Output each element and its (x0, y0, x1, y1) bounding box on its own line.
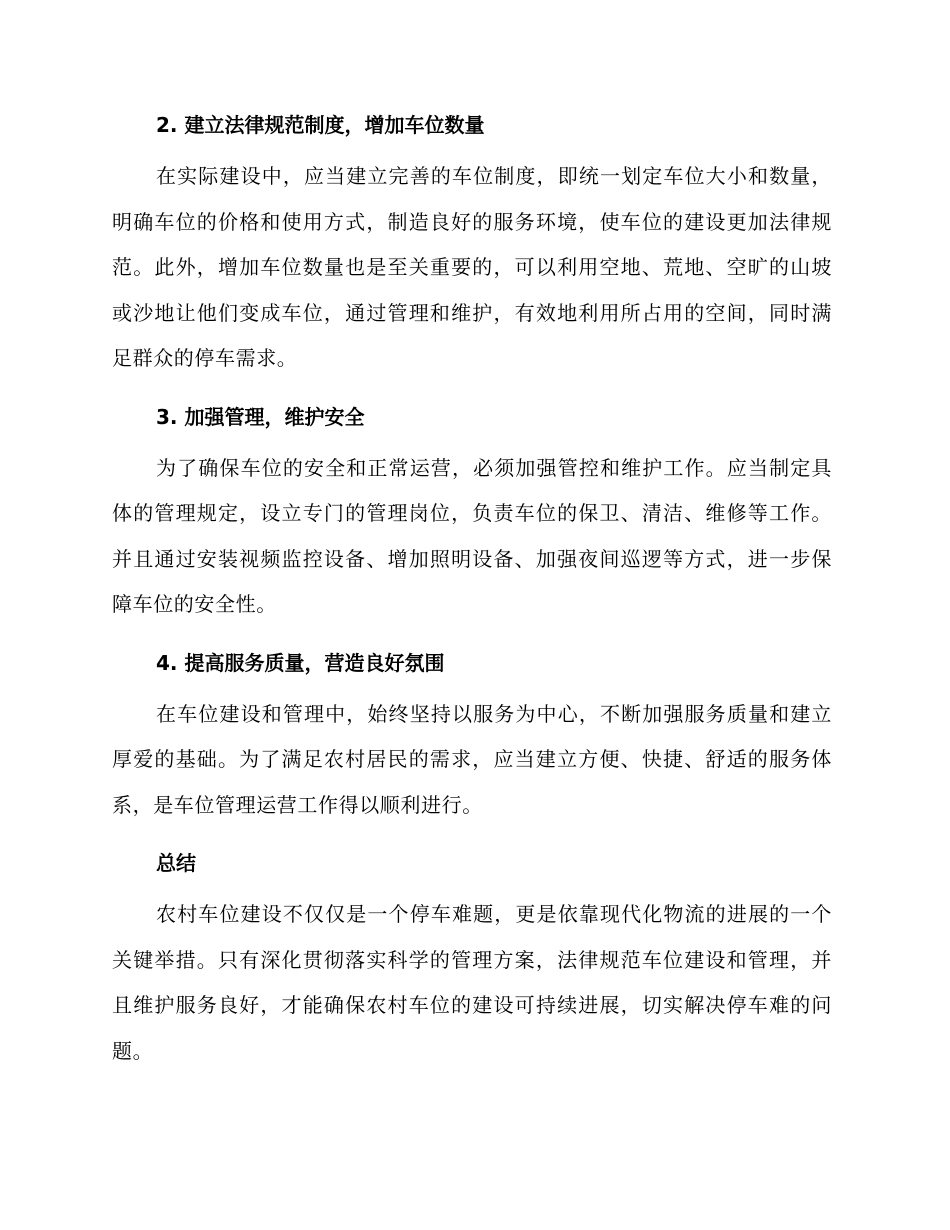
section-paragraph-4: 在车位建设和管理中，始终坚持以服务为中心，不断加强服务质量和建立厚爱的基础。为了满足农村居民的需求，应当建立方便、快捷、舒适的服务体系，是车位管理运营工作得以顺利进行。 (112, 701, 832, 817)
section-paragraph-3: 为了确保车位的安全和正常运营，必须加强管控和维护工作。应当制定具体的管理规定，设立专门的管理岗位，负责车位的保卫、清洁、维修等工作。并且通过安装视频监控设备、增加照明设备、加强夜间巡逻等方式，进一步保障车位的安全性。 (112, 455, 832, 616)
section-heading-summary: 总结 (156, 851, 196, 875)
section-heading-2: 2. 建立法律规范制度，增加车位数量 (156, 113, 485, 137)
section-paragraph-summary: 农村车位建设不仅仅是一个停车难题，更是依靠现代化物流的进展的一个关键举措。只有深化贯彻落实科学的管理方案，法律规范车位建设和管理，并且维护服务良好，才能确保农村车位的建设可持续进展，切实解决停车难的问题。 (112, 902, 832, 1063)
section-heading-4: 4. 提高服务质量，营造良好氛围 (156, 650, 445, 675)
section-paragraph-2: 在实际建设中，应当建立完善的车位制度，即统一划定车位大小和数量，明确车位的价格和使用方式，制造良好的服务环境，使车位的建设更加法律规范。此外，增加车位数量也是至关重要的，可以利用空地、荒地、空旷的山坡或沙地让他们变成车位，通过管理和维护，有效地利用所占用的空间，同时满足群众的停车需求。 (112, 164, 832, 370)
section-heading-3: 3. 加强管理，维护安全 (156, 404, 365, 429)
document-page (112, 110, 832, 1094)
